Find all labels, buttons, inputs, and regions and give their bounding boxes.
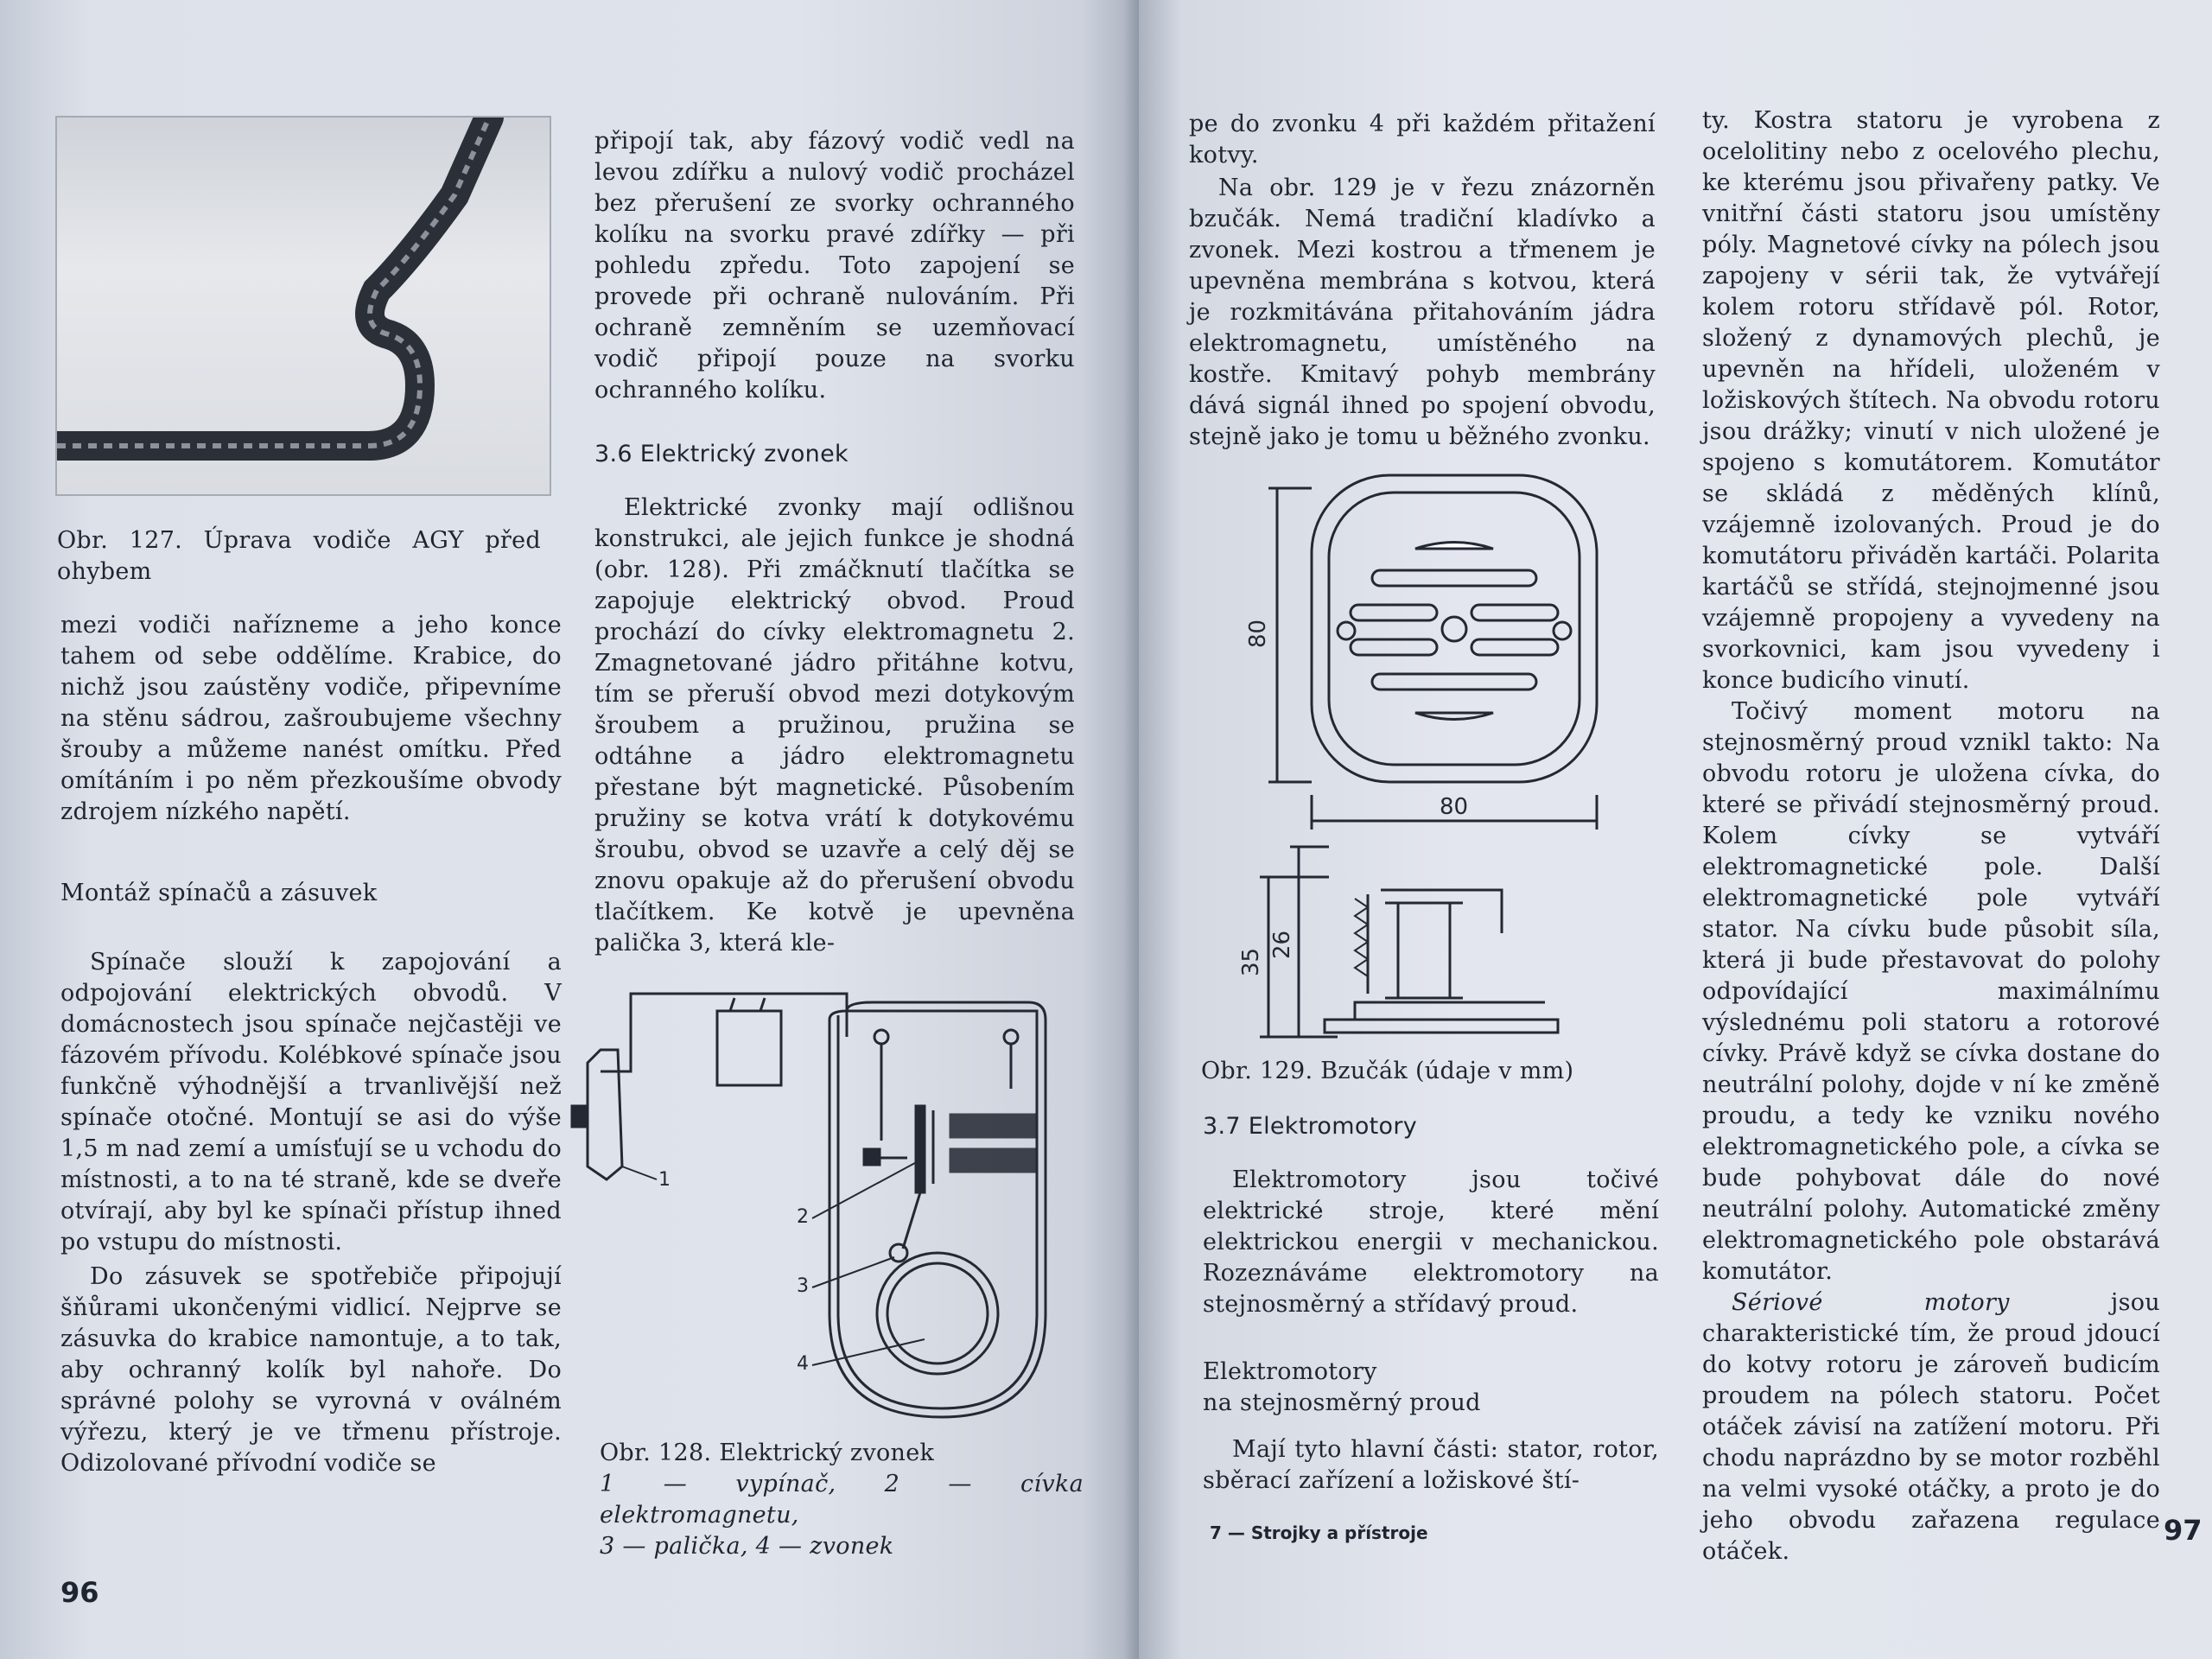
- figure-127-caption: Obr. 127. Úprava vodiče AGY před ohybem: [57, 527, 541, 585]
- dimension-width: 80: [1440, 794, 1469, 820]
- paragraph: Točivý moment motoru na stejnosměrný proud vznikl takto: Na obvodu rotoru je uložena cívka, do které se přivádí stejnosměrný proud. Kolem cívky se vytváří elektromagnetické pole. Další elektromagnetické pole vytváří stator. Na cívku bude působit síla, která ji bude přestavovat do polohy odpovídající maximálnímu výslednému poli statoru a rotorové cívky. Právě když se cívka dostane do neutrální polohy, dojde v ní ke změně proudu, a tedy ke vzniku nového elektromagnetického pole, a cívka se bude pohybovat dále do nové neutrální polohy. Automatické změny elektromagnetického pole obstarává komutátor.: [1702, 698, 2160, 1285]
- label-1: 1: [658, 1169, 671, 1191]
- page-footer: 7 — Strojky a přístroje: [1210, 1522, 1428, 1543]
- dimension-height: 80: [1245, 619, 1271, 648]
- figure-128-caption-block: [600, 1438, 1084, 1562]
- right-column-1-bottom: [1203, 1111, 1659, 1497]
- paragraph: pe do zvonku 4 při každém přitažení kotvy.: [1189, 111, 1656, 168]
- right-column-2: [1702, 105, 2160, 1567]
- subheading-elektromotory-line1: Elektromotory: [1203, 1358, 1377, 1385]
- paragraph: Na obr. 129 je v řezu znázorněn bzučák. Nemá tradiční kladívko a zvonek. Mezi kostrou a třmenem je upevněna membrána s kotvou, která je rozkmitávána přitahováním jádra elektromagnetu, umístěného na kostře. Kmitavý pohyb membrány dává signál ihned po spojení obvodu, stejně jako je tomu u běžného zvonku.: [1189, 175, 1656, 450]
- section-title: Elektrický zvonek: [639, 441, 849, 467]
- figure-127-photo: [55, 116, 551, 496]
- paragraph: mezi vodiči nařízneme a jeho konce tahem od sebe oddělíme. Krabice, do nichž jsou zaústěny vodiče, připevníme na stěnu sádrou, zašroubujeme všechny šrouby a můžeme nanést omítku. Před omítáním i po něm přezkoušíme obvody zdrojem nízkého napětí.: [60, 612, 562, 825]
- paragraph: ty. Kostra statoru je vyrobena z ocelolitiny nebo z ocelového plechu, ke kterému jsou přivařeny patky. Ve vnitřní části statoru jsou umístěny póly. Magnetové cívky na pólech jsou zapojeny v sérii tak, že vytvářejí kolem rotoru střídavě pól. Rotor, složený z dynamových plechů, je upevněn na hřídeli, uloženém v ložiskových štítech. Na obvodu rotoru jsou drážky; vinutí v nich uložené je spojeno s komutátorem. Komutátor se skládá z měděných klínů, vzájemně izolovaných. Proud je do komutátoru přiváděn kartáči. Polarita kartáčů se střídá, stejnojmenné jsou vzájemně propojeny a vyvedeny na svorkovnici, kam jsou vyvedeny i konce budicího vinutí.: [1702, 107, 2160, 694]
- figure-128-bell-diagram: [562, 985, 1063, 1443]
- figure-129-caption: Obr. 129. Bzučák (údaje v mm): [1201, 1058, 1574, 1084]
- paragraph: Spínače slouží k zapojování a odpojování elektrických obvodů. V domácnostech jsou spínače nejčastěji ve fázovém přívodu. Kolébkové spínače jsou funkčně výhodnější a trvanlivější než spínače otočné. Montují se asi do výše 1,5 m nad zemí a umísťují se u vchodu do místnosti, a to na té straně, kde se dveře otvírají, aby byl ke spínači přístup ihned po vstupu do místnosti.: [60, 949, 562, 1255]
- dimension-total-side: 35: [1238, 947, 1264, 976]
- italic-term: Sériové motory: [1732, 1289, 2010, 1316]
- paragraph-rest: jsou charakteristické tím, že proud jdoucí do kotvy rotoru je zároveň budicím proudem na pólech statoru. Počet otáček závisí na zatížení motoru. Při chodu naprázdno by se motor rozběhl na velmi vysoké otáčky, a proto je do jeho obvodu zařazena regulace otáček.: [1702, 1289, 2160, 1565]
- section-3-7-heading: [1203, 1111, 1659, 1142]
- dimension-inner-side: 26: [1269, 930, 1295, 959]
- paragraph: Do zásuvek se spotřebiče připojují šňůrami ukončenými vidlicí. Nejprve se zásuvka do krabice namontuje, a to tak, aby ochranný kolík byl nahoře. Do správné polohy se vyrovná v oválném výřezu, který je ve třmenu přístroje. Odizolované přívodní vodiče se: [60, 1263, 562, 1477]
- section-title: Elektromotory: [1248, 1113, 1418, 1140]
- paragraph: Mají tyto hlavní části: stator, rotor, sběrací zařízení a ložiskové ští-: [1203, 1436, 1659, 1494]
- label-3: 3: [797, 1275, 809, 1297]
- cable-bend-illustration: [57, 118, 550, 494]
- figure-129-buzzer-diagram: [1199, 467, 1666, 1063]
- right-page: [1139, 0, 2212, 1659]
- section-number: 3.6: [594, 441, 632, 467]
- left-column-2: [594, 126, 1075, 959]
- figure-128-caption-title: Obr. 128. Elektrický zvonek: [600, 1440, 935, 1466]
- paragraph: Elektrické zvonky mají odlišnou konstrukci, ale jejich funkce je shodná (obr. 128). Při zmáčknutí tlačítka se zapojuje elektrický obvod. Proud prochází do cívky elektromagnetu 2. Zmagnetované jádro přitáhne kotvu, tím se přeruší obvod mezi dotykovým šroubem a pružinou, pružina se odtáhne a jádro elektromagnetu přestane být magnetické. Působením pružiny se kotva vrátí k dotykovému šroubu, obvod se uzavře a celý děj se znovu opakuje až do přerušení obvodu tlačítkem. Ke kotvě je upevněna palička 3, která kle-: [594, 494, 1075, 957]
- subheading-elektromotory-line2: na stejnosměrný proud: [1203, 1389, 1481, 1416]
- left-column-1: [60, 610, 562, 1479]
- page-number-right: 97: [2164, 1514, 2202, 1547]
- figure-127-caption-block: [57, 525, 541, 588]
- figure-129-caption-block: [1201, 1056, 1685, 1087]
- figure-128-caption-line2: 3 — palička, 4 — zvonek: [600, 1533, 894, 1560]
- section-3-6-heading: [594, 439, 1075, 470]
- label-2: 2: [797, 1206, 809, 1228]
- section-number: 3.7: [1203, 1113, 1241, 1140]
- label-4: 4: [797, 1353, 809, 1375]
- subheading-montaz: Montáž spínačů a zásuvek: [60, 880, 378, 906]
- paragraph: připojí tak, aby fázový vodič vedl na levou zdířku a nulový vodič procházel bez přerušení ze svorky ochranného kolíku na svorku pravé zdířky — při pohledu zpředu. Toto zapojení se provede při ochraně nulováním. Při ochraně zemněním se uzemňovací vodič připojí pouze na svorku ochranného kolíku.: [594, 128, 1075, 404]
- paragraph: [1702, 1287, 2160, 1567]
- page-number-left: 96: [60, 1576, 99, 1609]
- paragraph: Elektromotory jsou točivé elektrické stroje, které mění elektrickou energii v mechanickou. Rozeznáváme elektromotory na stejnosměrný a střídavý proud.: [1203, 1166, 1659, 1318]
- figure-128-caption-line1: 1 — vypínač, 2 — cívka elektromagnetu,: [600, 1471, 1084, 1529]
